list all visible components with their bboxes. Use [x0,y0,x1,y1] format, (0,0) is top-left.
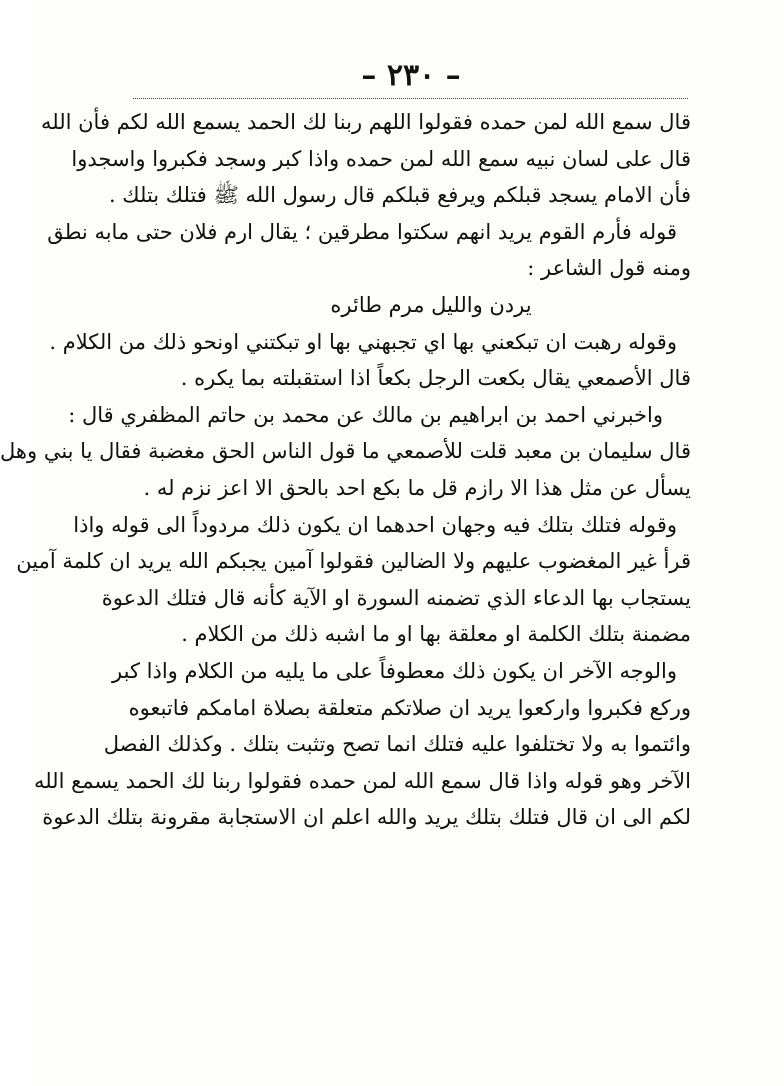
header-divider [133,98,688,99]
text-line: ومنه قول الشاعر : [527,256,691,281]
text-line: فأن الامام يسجد قبلكم ويرفع قبلكم قال رسول الله ﷺ فتلك بتلك . [108,183,691,208]
text-line: يسأل عن مثل هذا الا رازم قل ما بكع احد بالحق الا اعز نزم له . [143,475,691,500]
page-number: – ٢٣٠ – [361,58,461,93]
text-line: قال الأصمعي يقال بكعت الرجل بكعاً اذا استقبلته بما يكره . [180,366,691,391]
text-line: لكم الى ان قال فتلك بتلك يريد والله اعلم ان الاستجابة مقرونة بتلك الدعوة [42,805,691,830]
text-line: يستجاب بها الدعاء الذي تضمنه السورة او الآية كأنه قال فتلك الدعوة [101,585,691,610]
text-line: قرأ غير المغضوب عليهم ولا الضالين فقولوا آمين يجبكم الله يريد ان كلمة آمين [16,549,691,574]
text-line: وقوله رهبت ان تبكعني بها اي تجبهني بها او تبكتني اونحو ذلك من الكلام . [49,329,677,354]
verse-line: يردن والليل مرم طائره [330,292,532,317]
text-line: قال سليمان بن معبد قلت للأصمعي ما قول الناس الحق مغضبة فقال يا بني وهل [0,439,691,464]
text-line: وائتموا به ولا تختلفوا عليه فتلك انما تصح وتثبت بتلك . وكذلك الفصل [103,732,691,757]
text-line: قال سمع الله لمن حمده فقولوا اللهم ربنا لك الحمد يسمع الله لكم فأن الله [41,110,691,134]
text-line: قوله فأرم القوم يريد انهم سكتوا مطرقين ؛ يقال ارم فلان حتى مابه نطق [47,219,677,244]
text-line: قال على لسان نبيه سمع الله لمن حمده واذا كبر وسجد فكبروا واسجدوا [71,146,691,171]
text-line: وركع فكبروا واركعوا يريد ان صلاتكم متعلقة بصلاة امامكم فاتبعوه [128,695,691,720]
text-line: وقوله فتلك بتلك فيه وجهان احدهما ان يكون ذلك مردوداً الى قوله واذا [73,512,677,537]
text-line: مضمنة بتلك الكلمة او معلقة بها او ما اشبه ذلك من الكلام . [181,622,691,647]
body-text [0,104,691,836]
text-line: واخبرني احمد بن ابراهيم بن مالك عن محمد بن حاتم المظفري قال : [68,402,663,427]
text-line: والوجه الآخر ان يكون ذلك معطوفاً على ما يليه من الكلام واذا كبر [112,658,677,683]
text-line: الآخر وهو قوله واذا قال سمع الله لمن حمده فقولوا ربنا لك الحمد يسمع الله [33,768,691,793]
